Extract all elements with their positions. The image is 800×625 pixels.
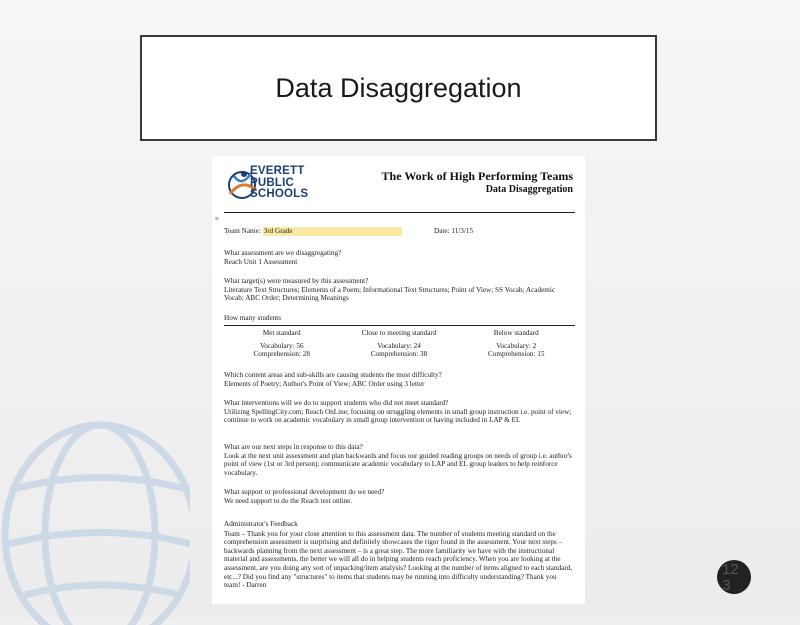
- team-value: 3rd Grade: [263, 227, 402, 236]
- globe-watermark: [0, 395, 190, 625]
- col-met-vocab: Vocabulary: 56: [259, 342, 304, 350]
- logo-line-2: PUBLIC: [250, 176, 295, 189]
- slide-title: Data Disaggregation: [275, 72, 522, 103]
- col-below-vocab: Vocabulary: 2: [496, 342, 537, 350]
- page-number-badge: [717, 560, 751, 594]
- answer-2-text: Literature Text Structures; Elements of a Poem; Informational Text Structures; Point of View; SS Vocab; Academic Vocab; ABC Order; Determining Meanings: [224, 285, 556, 303]
- col-met-comp: Comprehension: 28: [253, 350, 310, 358]
- answer-6-text: We need support to do the Reach test online.: [224, 496, 353, 505]
- document-header-subtitle: Data Disaggregation: [485, 184, 573, 195]
- col-met-header: Met standard: [262, 329, 301, 337]
- standards-headers: [224, 329, 574, 338]
- how-many-heading: How many students: [224, 314, 282, 322]
- col-below-header: Below standard: [493, 329, 539, 337]
- question-1: [224, 249, 574, 266]
- table-rule: [224, 325, 575, 326]
- logo-line-1: EVERETT: [250, 165, 305, 177]
- question-2-text: What target(s) were measured by this assessment?: [224, 277, 369, 285]
- date-label: Date:: [434, 227, 450, 235]
- question-3: [224, 371, 574, 388]
- standards-comp-row: [224, 350, 574, 359]
- date-row: [434, 227, 473, 236]
- admin-feedback: [224, 520, 574, 590]
- admin-feedback-heading: Administrator's Feedback: [224, 520, 298, 528]
- logo-text: [250, 166, 308, 201]
- logo-line-3: SCHOOLS: [250, 188, 309, 200]
- question-5-text: What are our next steps in response to this data?: [224, 443, 363, 451]
- answer-1-text: Reach Unit 1 Assessment: [224, 257, 298, 266]
- question-6-text: What support or professional development do we need?: [224, 488, 385, 496]
- col-below-comp: Comprehension: 15: [488, 350, 545, 358]
- team-name-row: [224, 227, 402, 236]
- col-close-comp: Comprehension: 38: [370, 350, 428, 358]
- question-2: [224, 277, 574, 303]
- margin-mark: ≡: [215, 215, 219, 223]
- answer-4-text: Utilizing SpellingCity.com; Reach OnLine; focusing on struggling elements in small group instruction i.e. point of view; continue to work on academic vocabulary in small group intervention or having included in LAP & EL: [224, 407, 572, 425]
- header-rule: [224, 212, 575, 213]
- admin-feedback-text: Team – Thank you for your close attention to this assessment data. The number of students meeting standard on the comprehension assessment is surprising and definitely showcases the rigor found in the assessment. Your next steps – backwards planning from the next assessment – is a great step. The more familiarity we have with the instructional material and assessments, the better we will all do in helping students reach proficiency. When you are looking at the assessment, are you doing any sort of unpacking/item analysis? Looking at the number of items aligned to each standard, etc...? Did you find any "structures" to items that students may be running into difficulty understanding? Thank you team! - Darren: [224, 529, 573, 590]
- page-number: 12 3: [722, 561, 739, 594]
- question-4-text: What interventions will we do to support students who did not meet standard?: [224, 399, 449, 407]
- question-6: [224, 488, 574, 505]
- document-header-title: The Work of High Performing Teams: [381, 169, 573, 183]
- answer-3-text: Elements of Poetry; Author's Point of View; ABC Order using 3 letter: [224, 379, 425, 388]
- answer-5-text: Look at the next unit assessment and plan backwards and focus our guided reading groups on needs of group i.e. author's point of view (1st or 3rd person); communicate academic vocabulary to LAP and EL group leaders to help reinforce vocabulary.: [224, 451, 572, 477]
- question-3-text: Which content areas and sub-skills are causing students the most difficulty?: [224, 371, 442, 379]
- slide-title-box: [140, 35, 657, 141]
- col-close-header: Close to meeting standard: [361, 329, 437, 337]
- question-5: [224, 443, 574, 477]
- document-image: [212, 156, 585, 604]
- question-4: [224, 399, 574, 425]
- col-close-vocab: Vocabulary: 24: [377, 342, 421, 350]
- team-label: Team Name:: [224, 227, 261, 235]
- question-1-text: What assessment are we disaggregating?: [224, 249, 342, 257]
- date-value: 11/3/15: [451, 227, 474, 235]
